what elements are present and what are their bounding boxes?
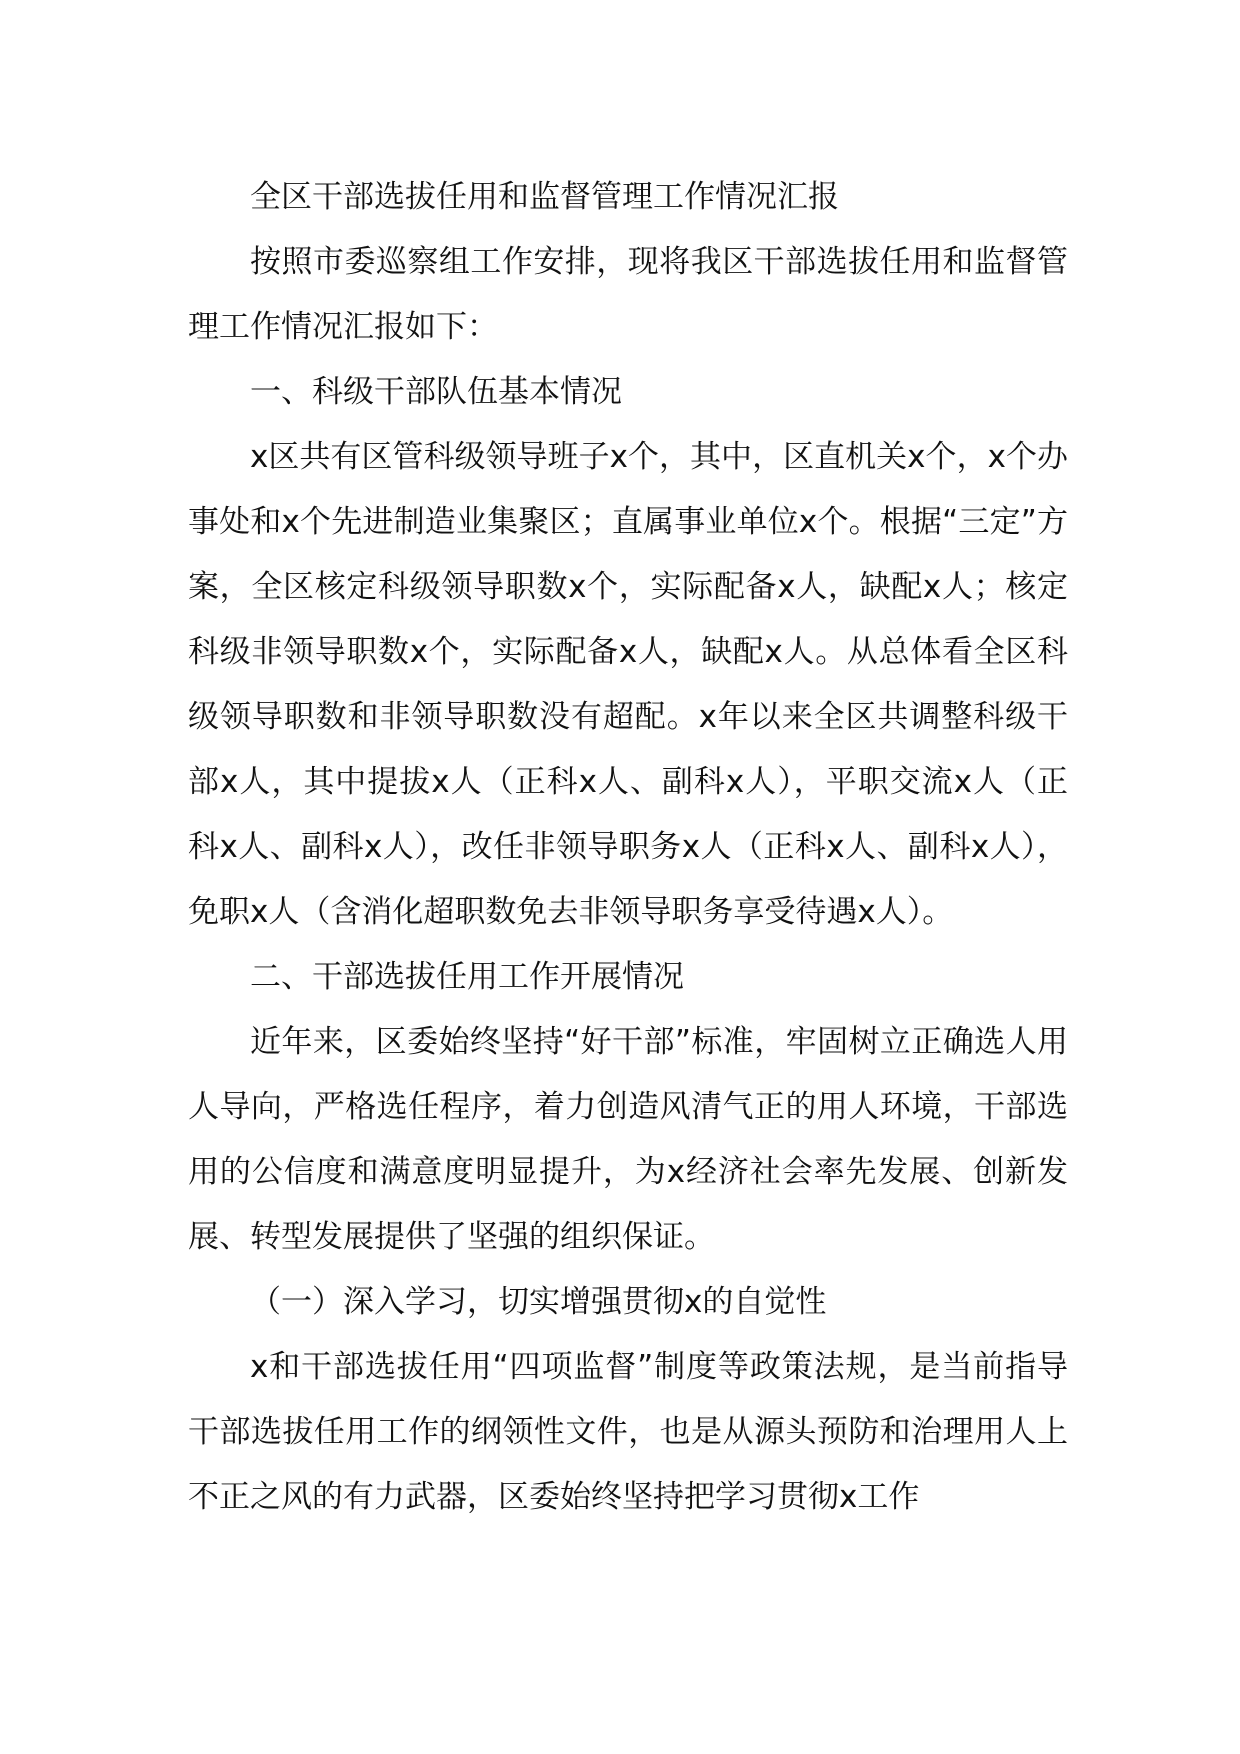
subsection-heading-1: （一）深入学习，切实增强贯彻x的自觉性 [250, 1284, 827, 1320]
document-body [188, 165, 1068, 1530]
document-title: 全区干部选拔任用和监督管理工作情况汇报 [250, 179, 839, 215]
body-paragraph: x和干部选拔任用“四项监督”制度等政策法规，是当前指导干部选拔任用工作的纲领性文件，也是从源头预防和治理用人上不正之风的有力武器，区委始终坚持把学习贯彻x工作 [188, 1349, 1068, 1515]
body-paragraph: 近年来，区委始终坚持“好干部”标准，牢固树立正确选人用人导向，严格选任程序，着力创造风清气正的用人环境，干部选用的公信度和满意度明显提升，为x经济社会率先发展、创新发展、转型发展提供了坚强的组织保证。 [188, 1024, 1068, 1255]
body-paragraph: x区共有区管科级领导班子x个，其中，区直机关x个，x个办事处和x个先进制造业集聚区；直属事业单位x个。根据“三定”方案，全区核定科级领导职数x个，实际配备x人，缺配x人；核定科级非领导职数x个，实际配备x人，缺配x人。从总体看全区科级领导职数和非领导职数没有超配。x年以来全区共调整科级干部x人，其中提拔x人（正科x人、副科x人），平职交流x人（正科x人、副科x人），改任非领导职务x人（正科x人、副科x人），免职x人（含消化超职数免去非领导职务享受待遇x人）。 [188, 439, 1068, 930]
section-heading-1: 一、科级干部队伍基本情况 [250, 374, 622, 410]
section-heading-2: 二、干部选拔任用工作开展情况 [250, 959, 684, 995]
intro-paragraph: 按照市委巡察组工作安排，现将我区干部选拔任用和监督管理工作情况汇报如下： [188, 244, 1068, 345]
